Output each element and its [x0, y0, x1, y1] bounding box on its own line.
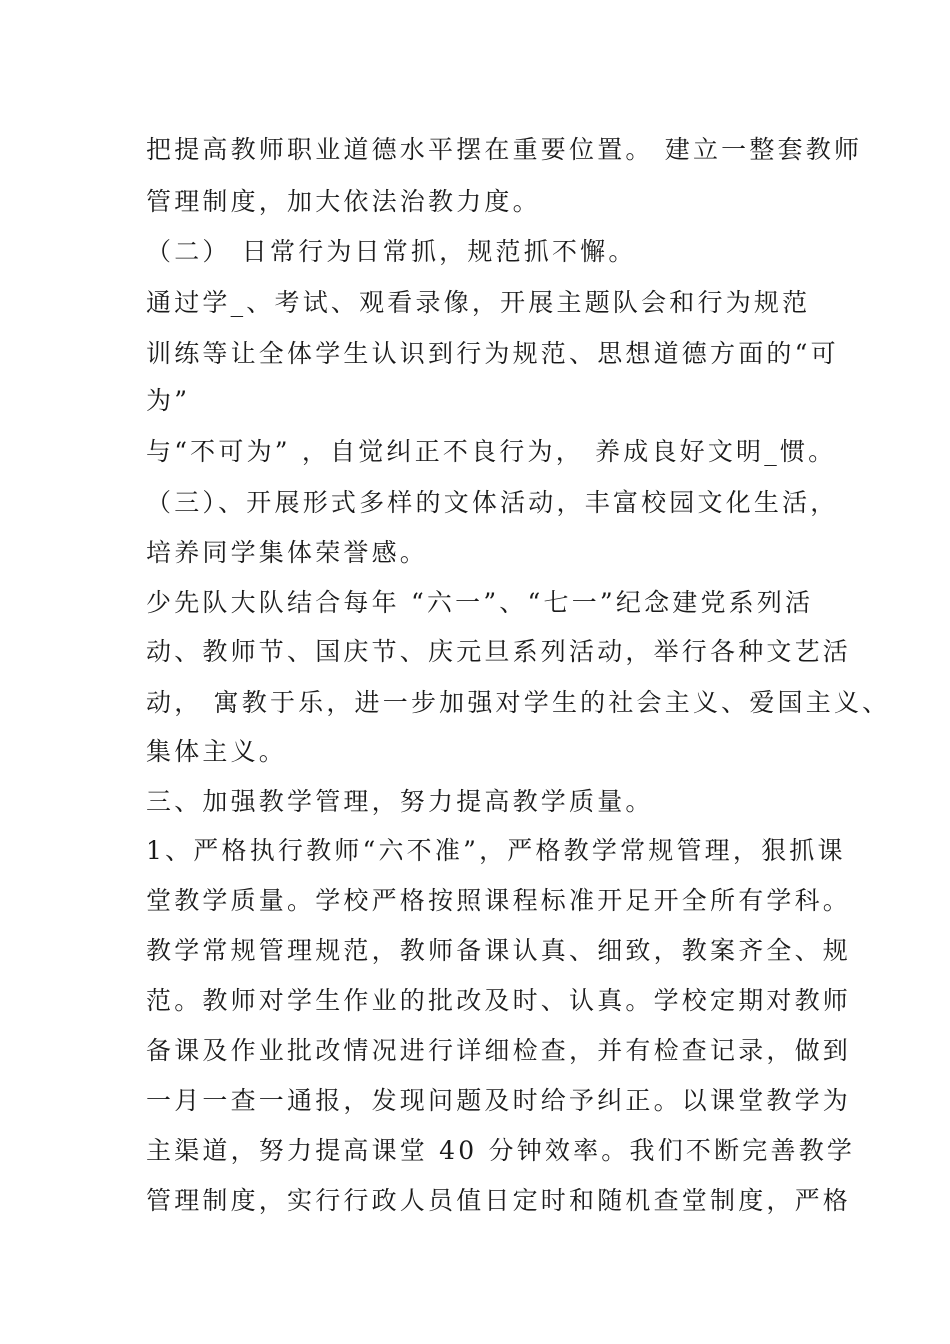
text-line: 训练等让全体学生认识到行为规范、思想道德方面的“可	[146, 339, 839, 368]
text-line: 管理制度，加大依法治教力度。	[146, 187, 541, 216]
text-line: 范。教师对学生作业的批改及时、认真。学校定期对教师	[146, 986, 852, 1015]
text-line: 集体主义。	[146, 737, 288, 766]
section-heading: （二） 日常行为日常抓，规范抓不懈。	[146, 237, 637, 266]
text-line: 1、严格执行教师“六不准”，严格教学常规管理，狠抓课	[146, 836, 846, 865]
text-line: 把提高教师职业道德水平摆在重要位置。 建立一整套教师	[146, 135, 863, 164]
text-line: 主渠道，努力提高课堂 40 分钟效率。我们不断完善教学	[146, 1136, 856, 1165]
section-heading: 三、加强教学管理，努力提高教学质量。	[146, 787, 654, 816]
text-line: 通过学_、考试、观看录像，开展主题队会和行为规范	[146, 288, 811, 317]
text-line: 少先队大队结合每年 “六一”、“七一”纪念建党系列活	[146, 588, 814, 617]
text-line: 培养同学集体荣誉感。	[146, 538, 429, 567]
text-line: 与“不可为” ，自觉纠正不良行为， 养成良好文明_惯。	[146, 437, 837, 466]
text-line: 一月一查一通报，发现问题及时给予纠正。以课堂教学为	[146, 1086, 852, 1115]
text-line: 堂教学质量。学校严格按照课程标准开足开全所有学科。	[146, 886, 852, 915]
text-line: 动、教师节、国庆节、庆元旦系列活动，举行各种文艺活	[146, 637, 852, 666]
text-line: 教学常规管理规范，教师备课认真、细致，教案齐全、规	[146, 936, 852, 965]
text-line: 备课及作业批改情况进行详细检查，并有检查记录，做到	[146, 1036, 852, 1065]
text-line: 管理制度，实行行政人员值日定时和随机查堂制度，严格	[146, 1186, 852, 1215]
text-line: 为”	[146, 386, 191, 415]
text-line: 动， 寓教于乐，进一步加强对学生的社会主义、爱国主义、	[146, 688, 891, 717]
section-heading: （三）、开展形式多样的文体活动，丰富校园文化生活，	[146, 488, 839, 517]
